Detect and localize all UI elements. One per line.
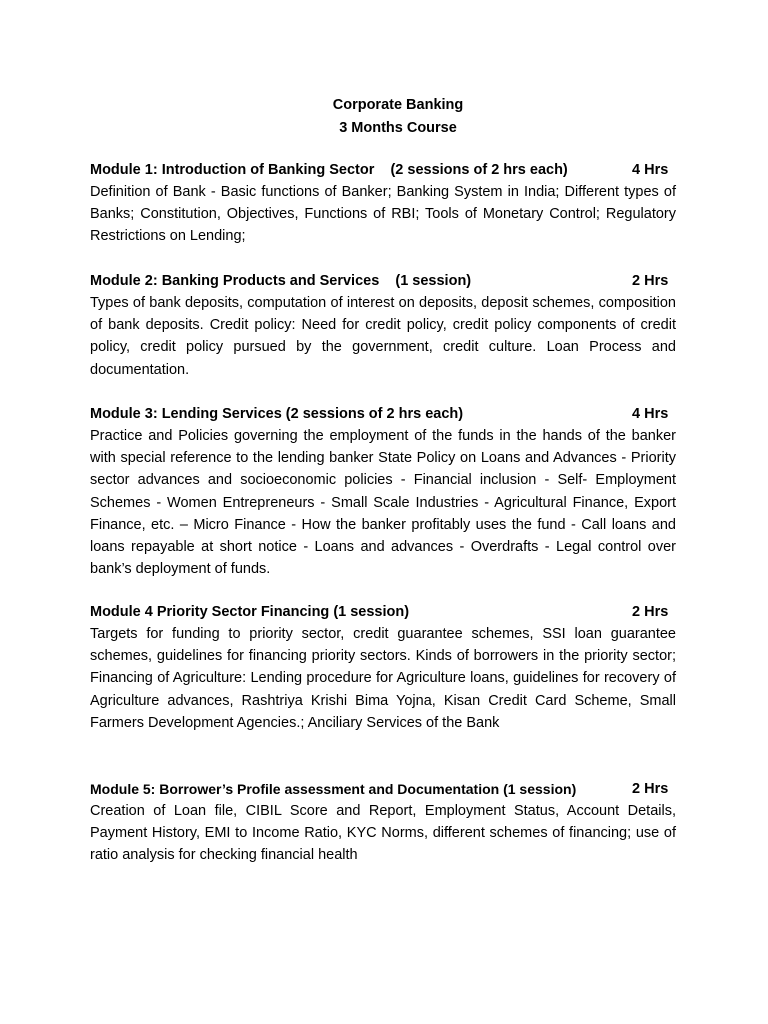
module-2	[90, 270, 676, 381]
module-description: Types of bank deposits, computation of interest on deposits, deposit schemes, composition of bank deposits. Credit policy: Need for credit policy, credit policy components of credit policy, credit policy pursued by the government, credit culture. Loan Process and documentation.	[90, 295, 676, 378]
module-5	[90, 778, 676, 867]
module-1	[90, 159, 676, 248]
module-heading	[90, 270, 676, 292]
module-heading	[90, 403, 676, 425]
module-3	[90, 403, 676, 580]
module-title: Module 5: Borrower’s Profile assessment and Documentation (1 session)	[90, 781, 577, 797]
document-subtitle: 3 Months Course	[339, 120, 457, 136]
module-hours: 4 Hrs	[632, 162, 669, 178]
module-title: Module 4 Priority Sector Financing (1 session)	[90, 604, 410, 620]
module-hours: 2 Hrs	[632, 604, 669, 620]
title-block	[0, 94, 768, 140]
module-heading	[90, 159, 676, 181]
document-title: Corporate Banking	[332, 97, 464, 113]
module-description: Practice and Policies governing the employment of the funds in the hands of the banker with special reference to the lending banker State Policy on Loans and Advances - Priority sector advances and socioeconomic policies - Financial inclusion - Self- Employment Schemes - Women Entrepreneurs - Small Scale Industries - Agricultural Finance, Export Finance, etc. – Micro Finance - How the banker profitably uses the fund - Call loans and loans repayable at short notice - Loans and advances - Overdrafts - Legal control over bank’s deployment of funds.	[90, 428, 676, 578]
module-hours: 2 Hrs	[632, 273, 669, 289]
module-title: Module 3: Lending Services (2 sessions of 2 hrs each)	[90, 406, 464, 422]
module-description: Targets for funding to priority sector, credit guarantee schemes, SSI loan guarantee schemes, guidelines for financing priority sectors. Kinds of borrowers in the priority sector; Financing of Agriculture: Lending procedure for Agriculture loans, guidelines for recovery of Agriculture advances, Rashtriya Krishi Bima Yojna, Kisan Credit Card Scheme, Small Farmers Development Agencies.; Anciliary Services of the Bank	[90, 626, 676, 731]
module-heading	[90, 778, 676, 800]
module-title: Module 2: Banking Products and Services (1 session)	[90, 273, 472, 289]
module-heading	[90, 601, 676, 623]
module-hours: 2 Hrs	[632, 781, 669, 797]
module-title: Module 1: Introduction of Banking Sector (2 sessions of 2 hrs each)	[90, 162, 568, 178]
module-description: Creation of Loan file, CIBIL Score and Report, Employment Status, Account Details, Payment History, EMI to Income Ratio, KYC Norms, different schemes of financing; use of ratio analysis for checking financial health	[90, 803, 676, 864]
module-description: Definition of Bank - Basic functions of Banker; Banking System in India; Different types of Banks; Constitution, Objectives, Functions of RBI; Tools of Monetary Control; Regulatory Restrictions on Lending;	[90, 184, 676, 245]
module-hours: 4 Hrs	[632, 406, 669, 422]
module-4	[90, 601, 676, 734]
